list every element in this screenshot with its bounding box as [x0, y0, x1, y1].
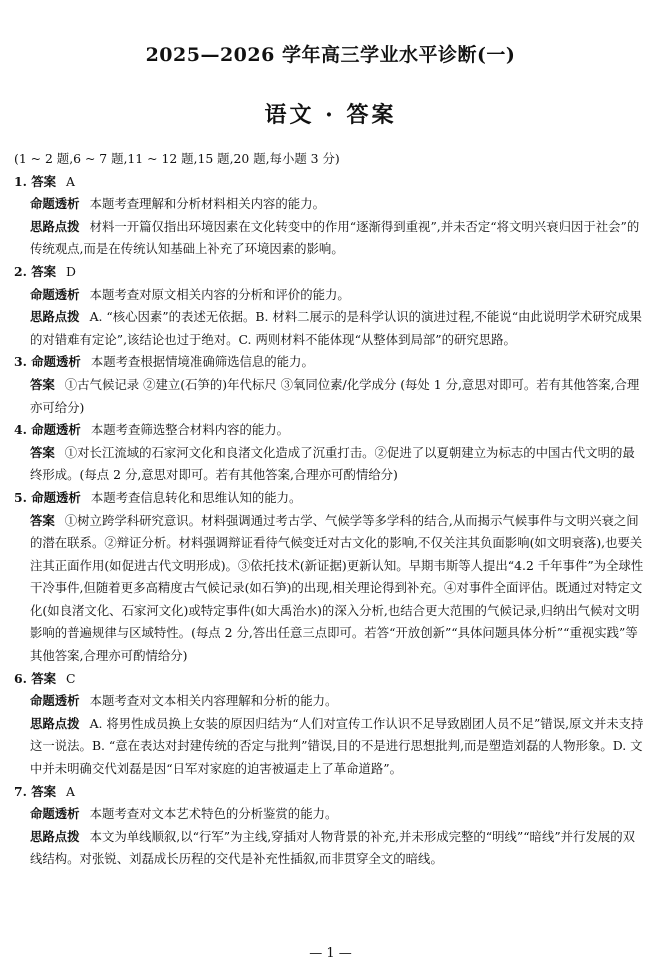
question-3-analysis: 本题考查根据情境准确筛选信息的能力。	[90, 354, 314, 370]
question-1-head: 1. 答案	[14, 173, 57, 189]
question-4-head: 4. 命题透析	[14, 422, 81, 438]
analysis-label: 命题透析	[30, 806, 80, 822]
analysis-label: 命题透析	[30, 196, 80, 212]
question-4-analysis: 本题考查筛选整合材料内容的能力。	[90, 422, 290, 438]
question-1-choice: A	[66, 173, 75, 189]
question-2	[14, 261, 646, 351]
question-5-answer: ①树立跨学科研究意识。材料强调通过考古学、气候学等多学科的结合,从而揭示气候事件与文明兴衰之间的潜在联系。②辩证分析。材料强调辩证看待气候变迁对古文化的影响,不仅关注其负面影响(如文明衰落),也要关注其正面作用(如促进古代文明形成)。③依托技术(新证据)更新认知。早期韦斯等人提出“4.2 千年事件”为全球性干冷事件,但随着更多高精度古气候记录(如石笋)的出现,相关理论得到补充。④对事件全面评估。既通过对特定文化(如良渚文化、石家河文化)或特定事件(如大禹治水)的深入分析,也结合更大范围的气候记录,归纳出气候对文明影响的普遍规律与区域特性。(每点 2 分,答出任意三点即可。若答“开放创新”“具体问题具体分析”“重视实践”等其他答案,合理亦可酌情给分)	[30, 512, 644, 664]
question-6-head: 6. 答案	[14, 670, 57, 686]
hint-label: 思路点拨	[30, 218, 80, 234]
question-2-hint: A. “核心因素”的表述无依据。B. 材料二展示的是科学认识的演进过程,不能说“由此说明学术研究成果的对错难有定论”,该结论也过于绝对。C. 两则材料不能体现“从整体到局部”的研究思路。	[30, 309, 642, 347]
question-7	[14, 781, 646, 871]
scoring-note: (1 ~ 2 题,6 ~ 7 题,11 ~ 12 题,15 题,20 题,每小题 3 分)	[14, 151, 340, 166]
page-number: — 1 —	[309, 946, 352, 961]
question-7-hint: 本文为单线顺叙,以“行军”为主线,穿插对人物背景的补充,并未形成完整的“明线”“暗线”并行发展的双线结构。对张锐、刘磊成长历程的交代是补充性插叙,而非贯穿全文的暗线。	[30, 828, 636, 867]
question-6-analysis: 本题考查对文本相关内容理解和分析的能力。	[89, 693, 338, 709]
answer-label: 答案	[30, 376, 55, 392]
question-6-hint: A. 将男性成员换上女装的原因归结为“人们对宣传工作认识不足导致剧团人员不足”错误,原文并未支持这一说法。B. “意在表达对封建传统的否定与批判”错误,目的不是进行思想批判,而是塑造刘磊的人物形象。D. 文中并未明确交代刘磊是因“日军对家庭的迫害被逼走上了革命道路”。	[30, 715, 644, 777]
page-title: 2025—2026 学年高三学业水平诊断(一)	[145, 44, 516, 66]
question-3-head: 3. 命题透析	[14, 354, 81, 370]
question-7-analysis: 本题考查对文本艺术特色的分析鉴赏的能力。	[89, 806, 338, 822]
question-1	[14, 171, 646, 261]
question-3	[14, 351, 646, 419]
page-subtitle: 语文 · 答案	[264, 102, 397, 128]
question-2-choice: D	[66, 263, 76, 279]
question-6-choice: C	[66, 670, 76, 686]
question-2-head: 2. 答案	[14, 263, 57, 279]
question-3-answer: ①古气候记录 ②建立(石笋的)年代标尺 ③氧同位素/化学成分 (每处 1 分,意思对即可。若有其他答案,合理亦可给分)	[30, 376, 640, 415]
question-6	[14, 668, 646, 781]
question-7-head: 7. 答案	[14, 783, 57, 799]
hint-label: 思路点拨	[30, 309, 80, 325]
question-5-head: 5. 命题透析	[14, 489, 81, 505]
question-1-hint: 材料一开篇仅指出环境因素在文化转变中的作用“逐渐得到重视”,并未否定“将文明兴衰归因于社会”的传统观点,而是在传统认知基础上补充了环境因素的影响。	[30, 218, 640, 257]
question-1-analysis: 本题考查理解和分析材料相关内容的能力。	[89, 196, 325, 212]
question-2-analysis: 本题考查对原文相关内容的分析和评价的能力。	[89, 286, 350, 302]
hint-label: 思路点拨	[30, 715, 80, 731]
analysis-label: 命题透析	[30, 286, 80, 302]
question-5-analysis: 本题考查信息转化和思维认知的能力。	[90, 489, 302, 505]
answer-label: 答案	[30, 512, 55, 528]
question-5	[14, 487, 646, 668]
hint-label: 思路点拨	[30, 828, 80, 844]
question-7-choice: A	[66, 783, 75, 799]
answer-label: 答案	[30, 444, 55, 460]
answer-content	[14, 148, 646, 871]
question-4-answer: ①对长江流域的石家河文化和良渚文化造成了沉重打击。②促进了以夏朝建立为标志的中国古代文明的最终形成。(每点 2 分,意思对即可。若有其他答案,合理亦可酌情给分)	[30, 444, 635, 483]
analysis-label: 命题透析	[30, 693, 80, 709]
question-4	[14, 419, 646, 487]
